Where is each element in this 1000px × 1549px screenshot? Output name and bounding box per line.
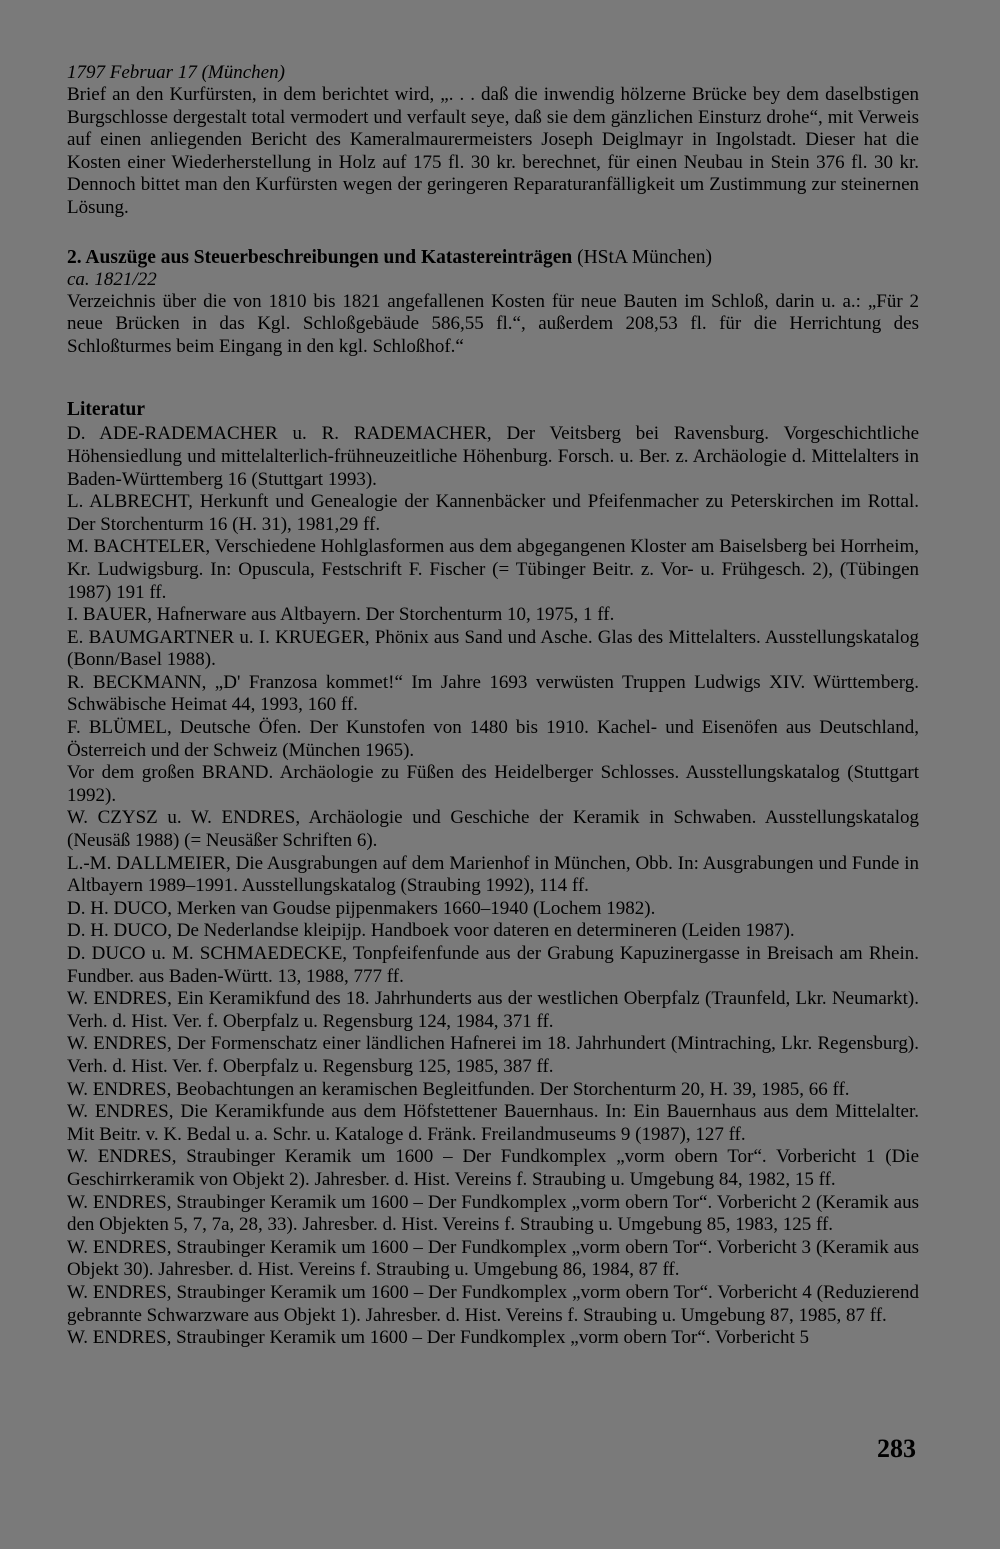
- literature-entry: D. ADE-RADEMACHER u. R. RADEMACHER, Der Veitsberg bei Ravensburg. Vorgeschichtliche Höhensiedlung und mittelalterlich-frühneuzeitliche Höhenburg. Forsch. u. Ber. z. Archäologie d. Mittelalters in Baden-Württemberg 16 (Stuttgart 1993).: [67, 423, 919, 490]
- section2-dateline: ca. 1821/22: [67, 268, 157, 290]
- literature-entry: W. ENDRES, Der Formenschatz einer ländlichen Hafnerei im 18. Jahrhundert (Mintraching, Lkr. Regensburg). Verh. d. Hist. Ver. f. Oberpfalz u. Regensburg 125, 1985, 387 ff.: [67, 1033, 919, 1077]
- spacer: [67, 358, 919, 384]
- literature-entry: D. H. DUCO, Merken van Goudse pijpenmakers 1660–1940 (Lochem 1982).: [67, 897, 656, 919]
- literature-entry: D. DUCO u. M. SCHMAEDECKE, Tonpfeifenfunde aus der Grabung Kapuzinergasse in Breisach am Rhein. Fundber. aus Baden-Württ. 13, 1988, 777 ff.: [67, 943, 919, 987]
- literature-heading: Literatur: [67, 399, 145, 421]
- section2-heading-bold: 2. Auszüge aus Steuerbeschreibungen und Katastereinträgen: [67, 246, 573, 268]
- literature-entry: W. ENDRES, Straubinger Keramik um 1600 – Der Fundkomplex „vorm obern Tor“. Vorbericht 4 (Reduzierend gebrannte Schwarzware aus Objekt 1). Jahresber. d. Hist. Vereins f. Straubing u. Umgebung 87, 1985, 87 ff.: [67, 1281, 919, 1326]
- literature-entry: W. ENDRES, Beobachtungen an keramischen Begleitfunden. Der Storchenturm 20, H. 39, 1985, 66 ff.: [67, 1078, 850, 1100]
- literature-entry: M. BACHTELER, Verschiedene Hohlglasformen aus dem abgegangenen Kloster am Baiselsberg bei Horrheim, Kr. Ludwigsburg. In: Opuscula, Festschrift F. Fischer (= Tübinger Beitr. z. Vor- u. Frühgesch. 2), (Tübingen 1987) 191 ff.: [67, 536, 919, 603]
- section2-heading-source: (HStA München): [572, 246, 712, 268]
- literature-entry: F. BLÜMEL, Deutsche Öfen. Der Kunstofen von 1480 bis 1910. Kachel- und Eisenöfen aus Deutschland, Österreich und der Schweiz (München 1965).: [67, 717, 919, 761]
- literature-entry: E. BAUMGARTNER u. I. KRUEGER, Phönix aus Sand und Asche. Glas des Mittelalters. Ausstellungskatalog (Bonn/Basel 1988).: [67, 626, 919, 671]
- literature-entry: W. ENDRES, Straubinger Keramik um 1600 – Der Fundkomplex „vorm obern Tor“. Vorbericht 2 (Keramik aus den Objekten 5, 7, 7a, 28, 33). Jahresber. d. Hist. Vereins f. Straubing u. Umgebung 85, 1983, 125 ff.: [67, 1191, 919, 1236]
- spacer: [67, 384, 919, 398]
- literature-entry: W. ENDRES, Die Keramikfunde aus dem Höfstettener Bauernhaus. In: Ein Bauernhaus aus dem Mittelalter. Mit Beitr. v. K. Bedal u. a. Schr. u. Kataloge d. Fränk. Freilandmuseums 9 (1987), 127 ff.: [67, 1101, 919, 1145]
- section1-text: Brief an den Kurfürsten, in dem berichtet wird, „. . . daß die inwendig hölzerne Brücke bey dem daselbstigen Burgschlosse dergestalt total vermodert und verfault seye, daß sie dem gänzlichen Einsturz drohe“, mit Verweis auf einen anliegenden Bericht des Kameralmaurermeisters Joseph Deiglmayr in Ingolstadt. Dieser hat die Kosten einer Wiederherstellung in Holz auf 175 fl. 30 kr. berechnet, für einen Neubau in Stein 376 fl. 30 kr. Dennoch bittet man den Kurfürsten wegen der geringeren Reparaturanfälligkeit um Zustimmung zur steinernen Lösung.: [67, 84, 919, 218]
- literature-entry: L.-M. DALLMEIER, Die Ausgrabungen auf dem Marienhof in München, Obb. In: Ausgrabungen und Funde in Altbayern 1989–1991. Ausstellungskatalog (Straubing 1992), 114 ff.: [67, 852, 919, 897]
- spacer: [67, 220, 919, 246]
- page-number: 283: [877, 1434, 916, 1463]
- literature-list: [67, 423, 919, 1349]
- literature-entry: D. H. DUCO, De Nederlandse kleipijp. Handboek voor dateren en determineren (Leiden 1987).: [67, 920, 795, 942]
- literature-entry: I. BAUER, Hafnerware aus Altbayern. Der Storchenturm 10, 1975, 1 ff.: [67, 604, 615, 626]
- section1-dateline: 1797 Februar 17 (München): [67, 62, 285, 83]
- literature-entry: W. ENDRES, Straubinger Keramik um 1600 – Der Fundkomplex „vorm obern Tor“. Vorbericht 3 (Keramik aus Objekt 30). Jahresber. d. Hist. Vereins f. Straubing u. Umgebung 86, 1984, 87 ff.: [67, 1236, 919, 1281]
- literature-entry: W. ENDRES, Straubinger Keramik um 1600 – Der Fundkomplex „vorm obern Tor“. Vorbericht 1 (Die Geschirrkeramik von Objekt 2). Jahresber. d. Hist. Vereins f. Straubing u. Umgebung 84, 1982, 15 ff.: [67, 1146, 919, 1190]
- literature-entry: W. ENDRES, Straubinger Keramik um 1600 – Der Fundkomplex „vorm obern Tor“. Vorbericht 5: [67, 1327, 810, 1349]
- section2-heading: [67, 246, 919, 269]
- literature-entry: R. BECKMANN, „D' Franzosa kommet!“ Im Jahre 1693 verwüsten Truppen Ludwigs XIV. Württemberg. Schwäbische Heimat 44, 1993, 160 ff.: [67, 671, 919, 716]
- section2-text: Verzeichnis über die von 1810 bis 1821 angefallenen Kosten für neue Bauten im Schloß, darin u. a.: „Für 2 neue Brücken in das Kgl. Schloßgebäude 586,55 fl.“, außerdem 208,53 fl. für die Herrichtung des Schloßturmes beim Eingang in den kgl. Schloßhof.“: [67, 290, 919, 357]
- literature-entry: L. ALBRECHT, Herkunft und Genealogie der Kannenbäcker und Pfeifenmacher zu Peterskirchen im Rottal. Der Storchenturm 16 (H. 31), 1981,29 ff.: [67, 491, 919, 535]
- literature-entry: W. CZYSZ u. W. ENDRES, Archäologie und Geschiche der Keramik in Schwaben. Ausstellungskatalog (Neusäß 1988) (= Neusäßer Schriften 6).: [67, 807, 919, 852]
- literature-entry: Vor dem großen BRAND. Archäologie zu Füßen des Heidelberger Schlosses. Ausstellungskatalog (Stuttgart 1992).: [67, 762, 919, 806]
- page-body: [67, 62, 919, 1350]
- literature-entry: W. ENDRES, Ein Keramikfund des 18. Jahrhunderts aus der westlichen Oberpfalz (Traunfeld, Lkr. Neumarkt). Verh. d. Hist. Ver. f. Oberpfalz u. Regensburg 124, 1984, 371 ff.: [67, 988, 919, 1032]
